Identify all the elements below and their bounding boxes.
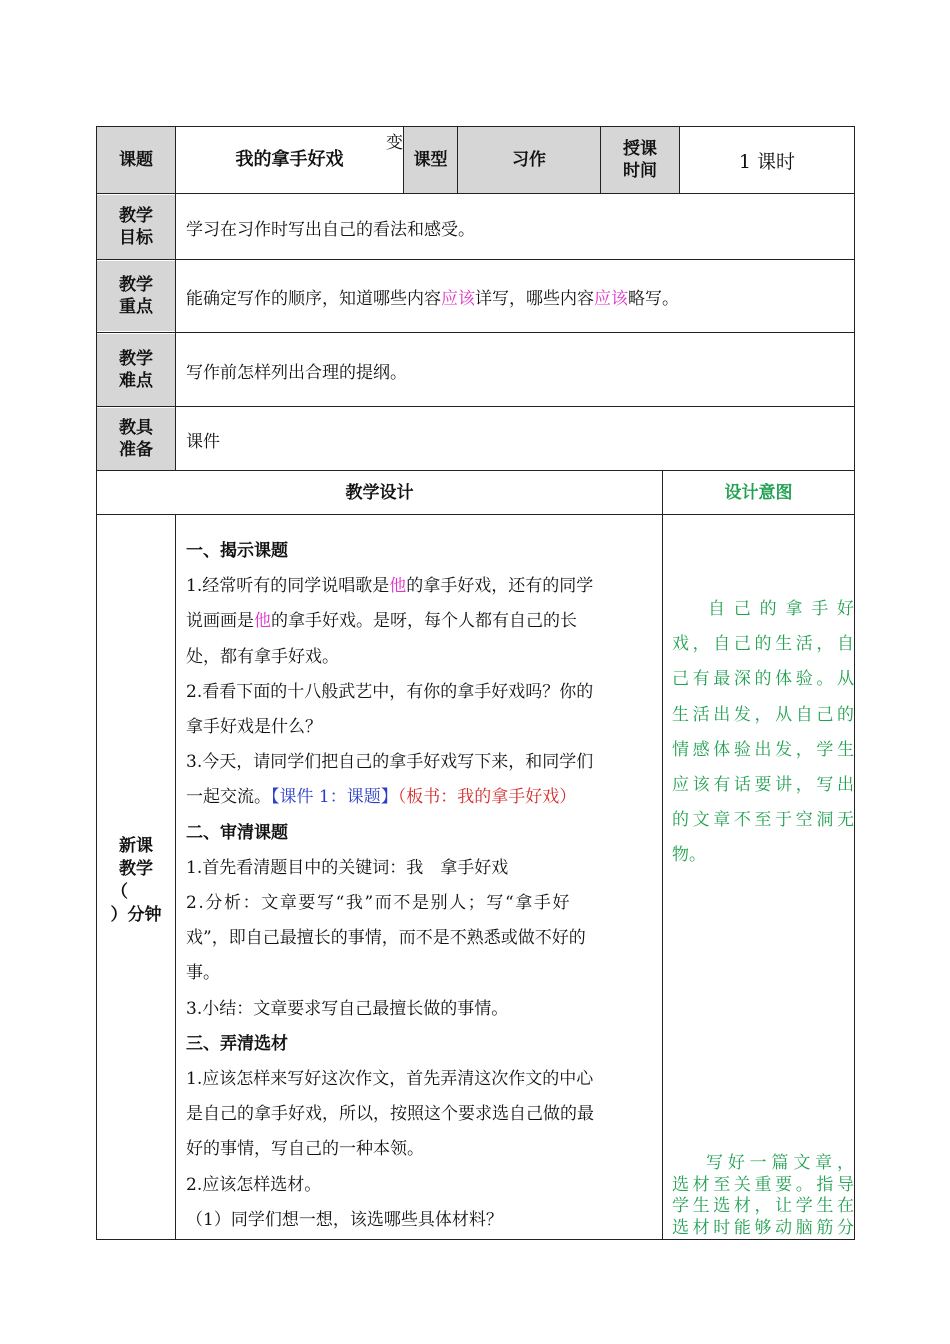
goal-text-cell — [176, 195, 854, 259]
paragraph-line: 是自己的拿手好戏，所以，按照这个要求选自己做的最 — [186, 1104, 594, 1125]
type-label-cell — [404, 127, 457, 193]
paragraph-line: 说画画是他的拿手好戏。是呀，每个人都有自己的长 — [186, 611, 577, 632]
stray-char: 变 — [386, 133, 403, 153]
paragraph-line: 1.经常听有的同学说唱歌是他的拿手好戏，还有的同学 — [186, 576, 594, 597]
goal-text: 学习在习作时写出自己的看法和感受。 — [186, 219, 475, 240]
teaching-content — [186, 534, 660, 1238]
hours-value-cell — [680, 127, 854, 193]
section-title: 一、揭示课题 — [186, 541, 288, 561]
key-text-cell — [176, 261, 854, 331]
tools-text-cell — [176, 408, 854, 470]
tools-text: 课件 — [186, 431, 220, 452]
topic-label: 课题 — [119, 150, 153, 170]
hours-label-cell — [601, 127, 679, 193]
hours-value: 1 课时 — [738, 150, 796, 173]
tools-label-cell: 教具 准备 — [97, 408, 175, 470]
paragraph-line: 事。 — [186, 963, 220, 984]
difficulty-label-cell: 教学 难点 — [97, 334, 175, 406]
paragraph-line: 2.分析：文章要写“我”而不是别人；写“拿手好 — [186, 893, 572, 914]
board-note: （板书：我的拿手好戏） — [397, 787, 577, 808]
design-intent-1: 自 己 的 拿 手 好 戏，自己的生活，自 己有最深的体验。从 生活出发，从自己的 情感体验出发，学生 应该有话要讲，写出 的文章不至于空洞无 物。 — [672, 599, 854, 866]
topic-value: 我的拿手好戏 — [235, 149, 344, 170]
difficulty-text-cell — [176, 334, 854, 406]
section-title: 三、弄清选材 — [186, 1033, 288, 1054]
paragraph-line: （1）同学们想一想，该选哪些具体材料？ — [186, 1209, 503, 1230]
paragraph-line: 2.应该怎样选材。 — [186, 1174, 322, 1195]
key-text: 能确定写作的顺序，知道哪些内容应该详写，哪些内容应该略写。 — [186, 288, 679, 309]
design-header: 教学设计 — [345, 483, 414, 503]
topic-label-cell — [97, 127, 175, 193]
topic-value-cell — [176, 127, 403, 193]
type-label: 课型 — [413, 150, 448, 170]
intent-header: 设计意图 — [724, 483, 793, 503]
paragraph-line: 处，都有拿手好戏。 — [186, 646, 339, 667]
type-value: 习作 — [512, 150, 546, 170]
paragraph-line: 3.小结：文章要求写自己最擅长做的事情。 — [186, 998, 509, 1019]
new-lesson-label: 新课 教学 （ ）分钟 — [110, 836, 162, 925]
paragraph-line: 好的事情，写自己的一种本领。 — [186, 1139, 424, 1160]
type-value-cell — [458, 127, 600, 193]
courseware-ref: 【课件 1：课题】 — [271, 787, 398, 808]
hours-label-line2: 时间 — [623, 161, 657, 181]
section-title: 二、审清课题 — [186, 822, 288, 843]
paragraph-line: 1.应该怎样来写好这次作文，首先弄清这次作文的中心 — [186, 1069, 594, 1090]
design-intent-2: 写好一篇文章， 选材至关重要。指导 学生选材，让学生在 选材时能够动脑筋分 — [672, 1153, 854, 1238]
paragraph-line: 1.首先看清题目中的关键词：我 拿手好戏 — [186, 857, 509, 878]
hours-label-line1: 授课 — [623, 139, 657, 159]
paragraph-line: 拿手好戏是什么？ — [186, 717, 322, 738]
paragraph-line: 戏”，即自己最擅长的事情，而不是不熟悉或做不好的 — [186, 928, 586, 949]
key-label-cell: 教学 重点 — [97, 261, 175, 331]
paragraph-line: 3.今天，请同学们把自己的拿手好戏写下来，和同学们 — [186, 752, 594, 773]
paragraph-line: 一起交流。【课件 1：课题】（板书：我的拿手好戏） — [186, 787, 577, 808]
difficulty-text: 写作前怎样列出合理的提纲。 — [186, 362, 407, 383]
paragraph-line: 2.看看下面的十八般武艺中，有你的拿手好戏吗？你的 — [186, 681, 594, 702]
goal-label-cell: 教学 目标 — [97, 195, 175, 259]
